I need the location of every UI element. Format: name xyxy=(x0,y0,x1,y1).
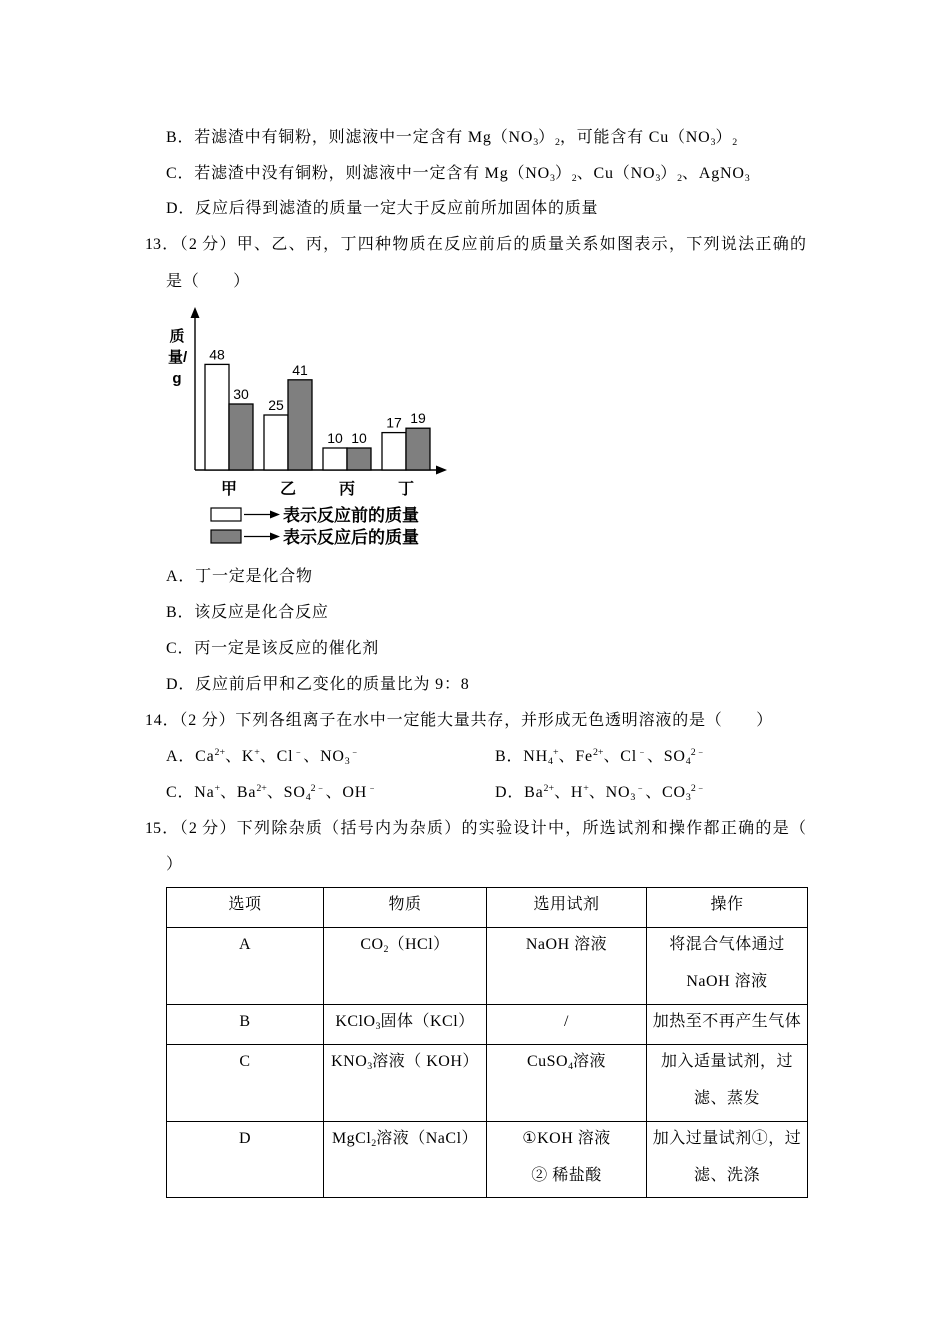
table-header-label: 操作 xyxy=(710,896,744,913)
table-header-label: 物质 xyxy=(388,896,422,913)
q12-option-c xyxy=(166,163,750,185)
text-run: KClO xyxy=(335,1013,376,1030)
table-row xyxy=(167,928,808,1005)
text-run: C．若滤渣中没有铜粉，则滤液中一定含有 Mg（NO xyxy=(166,165,551,182)
q13-option-b: B．该反应是化合反应 xyxy=(166,604,329,621)
superscript: + xyxy=(552,747,559,759)
bar-value-label: 10 xyxy=(327,430,343,446)
table-header-label: 选项 xyxy=(228,896,262,913)
bar-before-mass xyxy=(264,415,288,470)
superscript: + xyxy=(583,783,589,795)
cell-line xyxy=(649,963,805,1000)
superscript: 2﹣ xyxy=(310,783,326,795)
cell-line xyxy=(489,1157,644,1194)
y-axis-arrow-icon xyxy=(191,307,200,318)
cell-line xyxy=(489,928,644,964)
q14-option-a xyxy=(166,746,360,768)
table-header-cell xyxy=(324,888,487,928)
text-run: ） xyxy=(538,129,555,146)
bar-value-label: 17 xyxy=(386,414,402,431)
subscript: 2 xyxy=(383,944,389,956)
table-cell-substance xyxy=(324,1045,487,1122)
bar-value-label: 30 xyxy=(233,386,249,402)
cell-line xyxy=(649,1080,805,1117)
q14-option-d xyxy=(495,782,706,804)
legend-swatch-before xyxy=(211,508,241,521)
text-run: CuSO xyxy=(526,1053,569,1070)
superscript: 2+ xyxy=(543,783,555,795)
bar-value-label: 19 xyxy=(410,410,426,427)
table-cell-option xyxy=(167,1045,324,1122)
text-run: 、H xyxy=(554,784,584,801)
subscript: 3 xyxy=(655,173,661,185)
text-run: 滤、洗涤 xyxy=(693,1167,760,1184)
table-row xyxy=(167,1005,808,1045)
table-cell-substance xyxy=(324,1005,487,1045)
table-row xyxy=(167,1045,808,1122)
subscript: 4 xyxy=(568,1061,574,1073)
mass-bar-chart xyxy=(160,300,450,555)
cell-line xyxy=(649,1157,805,1194)
subscript: 3 xyxy=(710,137,716,149)
subscript: 3 xyxy=(550,173,555,185)
table-cell-reagent xyxy=(487,1122,647,1198)
table-header-label: 选用试剂 xyxy=(533,896,600,913)
text-run: 加热至不再产生气体 xyxy=(652,1013,802,1030)
table-cell-operation xyxy=(647,1122,808,1198)
superscript: + xyxy=(214,783,221,795)
subscript: 3 xyxy=(533,137,539,149)
q15-stem: 15．（2 分）下列除杂质（括号内为杂质）的实验设计中，所选试剂和操作都正确的是（ xyxy=(145,820,806,837)
text-run: （HCl） xyxy=(388,936,450,953)
table-cell-operation xyxy=(647,1005,808,1045)
subscript: 3 xyxy=(367,1061,373,1073)
table-body xyxy=(167,888,808,1198)
text-run: 、Cl xyxy=(259,748,294,765)
text-run: MgCl xyxy=(331,1130,372,1147)
subscript: 4 xyxy=(547,756,553,768)
text-run: 、CO xyxy=(645,784,686,801)
text-run: 、SO xyxy=(646,748,686,765)
subscript: 3 xyxy=(344,756,350,768)
text-run: 溶液（NaCl） xyxy=(376,1130,479,1147)
text-run: 、NO xyxy=(588,784,631,801)
bar-after-mass xyxy=(288,380,312,470)
superscript: ﹣ xyxy=(635,783,646,795)
q14-option-b xyxy=(495,746,706,768)
subscript: 3 xyxy=(630,792,636,804)
bar-before-mass xyxy=(323,448,347,470)
cell-line xyxy=(649,928,805,964)
legend-swatch-after xyxy=(211,530,241,543)
cell-line xyxy=(169,928,321,964)
text-run: 、Cu（NO xyxy=(576,165,656,182)
text-run: ①KOH 溶液 xyxy=(522,1130,611,1147)
text-run: 将混合气体通过 xyxy=(669,936,785,953)
table-cell-option xyxy=(167,1122,324,1198)
cell-line xyxy=(326,1045,484,1081)
text-run: 、Cl xyxy=(603,748,638,765)
cell-line xyxy=(489,1122,644,1158)
text-run: NaOH 溶液 xyxy=(686,973,768,990)
text-run: A xyxy=(238,936,252,953)
x-tick-label: 丁 xyxy=(397,481,415,498)
text-run: B．NH xyxy=(495,748,548,765)
x-tick-label: 乙 xyxy=(279,481,297,498)
subscript: 2 xyxy=(677,173,683,185)
q14-option-c xyxy=(166,782,377,804)
text-run: 、AgNO xyxy=(682,165,745,182)
text-run: KNO xyxy=(331,1053,368,1070)
q13-option-c: C．丙一定是该反应的催化剂 xyxy=(166,640,380,657)
text-run: 、K xyxy=(225,748,255,765)
table-header-cell xyxy=(647,888,808,928)
text-run: 溶液（ KOH） xyxy=(372,1053,479,1070)
subscript: 4 xyxy=(685,756,691,768)
text-run: 固体（KCl） xyxy=(380,1013,475,1030)
text-run: B xyxy=(239,1013,251,1030)
text-run: 加入过量试剂①，过 xyxy=(652,1130,802,1147)
text-run: ） xyxy=(715,129,733,146)
bar-before-mass xyxy=(382,433,406,470)
table-cell-substance xyxy=(324,928,487,1005)
table-cell-operation xyxy=(647,928,808,1005)
superscript: ﹣ xyxy=(367,783,377,795)
legend-label: 表示反应前的质量 xyxy=(283,506,419,525)
text-run: D．反应后得到滤渣的质量一定大于反应前所加固体的质量 xyxy=(166,200,599,217)
bar-value-label: 25 xyxy=(268,397,284,413)
subscript: 3 xyxy=(375,1021,381,1033)
text-run: D．Ba xyxy=(495,784,544,801)
cell-line xyxy=(489,1005,644,1041)
table-cell-reagent xyxy=(487,1045,647,1122)
bar-value-label: 48 xyxy=(209,346,225,363)
table-cell-substance xyxy=(324,1122,487,1198)
superscript: + xyxy=(254,747,260,759)
table-cell-reagent xyxy=(487,928,647,1005)
bar-after-mass xyxy=(347,448,371,470)
table-header-cell xyxy=(487,888,647,928)
x-axis-arrow-icon xyxy=(436,466,447,475)
cell-line xyxy=(326,1122,484,1158)
q13-option-d: D．反应前后甲和乙变化的质量比为 9：8 xyxy=(166,676,470,693)
table-cell-option xyxy=(167,928,324,1005)
table-header-row xyxy=(167,888,808,928)
text-run: ② 稀盐酸 xyxy=(531,1167,602,1184)
text-run: 滤、蒸发 xyxy=(693,1090,760,1107)
text-run: ，可能含有 Cu（NO xyxy=(559,129,711,146)
cell-line xyxy=(326,928,484,964)
text-run: 溶液 xyxy=(573,1053,607,1070)
text-run: CO xyxy=(360,936,384,953)
cell-line xyxy=(169,1122,321,1158)
q15-stem-continued: ） xyxy=(166,856,183,873)
legend-label: 表示反应后的质量 xyxy=(283,528,419,547)
subscript: 3 xyxy=(744,173,750,185)
bar-value-label: 41 xyxy=(292,361,308,378)
text-run: 加入适量试剂，过 xyxy=(660,1053,793,1070)
subscript: 3 xyxy=(685,792,691,804)
subscript: 2 xyxy=(554,137,560,149)
cell-line xyxy=(649,1045,805,1081)
superscript: 2+ xyxy=(214,747,226,759)
x-tick-label: 丙 xyxy=(338,481,356,498)
subscript: 2 xyxy=(571,173,577,185)
text-run: 、SO xyxy=(266,784,306,801)
q13-option-a: A．丁一定是化合物 xyxy=(166,568,313,585)
impurity-removal-table xyxy=(166,887,808,1198)
text-run: / xyxy=(564,1013,569,1030)
cell-line xyxy=(169,1045,321,1081)
bar-value-label: 10 xyxy=(351,430,367,446)
chart-y-axis-label: 质量/g xyxy=(168,328,188,387)
superscript: 2+ xyxy=(256,783,267,795)
superscript: ﹣ xyxy=(293,747,304,759)
superscript: 2﹣ xyxy=(690,747,706,759)
text-run: C．Na xyxy=(166,784,215,801)
text-run: ） xyxy=(660,165,678,182)
text-run: D xyxy=(238,1130,252,1147)
q13-stem-continued: 是（ ） xyxy=(166,273,251,290)
text-run: NaOH 溶液 xyxy=(525,936,608,953)
text-run: C xyxy=(239,1053,251,1070)
bar-after-mass xyxy=(406,428,430,470)
superscript: ﹣ xyxy=(637,747,647,759)
subscript: 4 xyxy=(305,792,311,804)
text-run: 、OH xyxy=(325,784,368,801)
table-cell-option xyxy=(167,1005,324,1045)
x-tick-label: 甲 xyxy=(220,481,238,498)
table-header-cell xyxy=(167,888,324,928)
text-run: ） xyxy=(554,165,572,182)
bar-after-mass xyxy=(229,404,253,470)
text-run: B．若滤渣中有铜粉，则滤液中一定含有 Mg（NO xyxy=(166,129,534,146)
q12-option-b xyxy=(166,127,737,149)
legend-arrowhead-icon xyxy=(270,533,280,541)
superscript: 2﹣ xyxy=(690,783,706,795)
table-cell-operation xyxy=(647,1045,808,1122)
legend-arrowhead-icon xyxy=(270,511,280,519)
text-run: 、Ba xyxy=(220,784,257,801)
text-run: 、NO xyxy=(303,748,345,765)
q13-stem: 13．（2 分）甲、乙、丙，丁四种物质在反应前后的质量关系如图表示，下列说法正确的 xyxy=(145,236,806,253)
superscript: 2+ xyxy=(592,747,604,759)
text-run: 、Fe xyxy=(558,748,593,765)
bar-before-mass xyxy=(205,364,229,470)
subscript: 2 xyxy=(371,1138,377,1150)
q12-option-d xyxy=(166,198,598,220)
cell-line xyxy=(649,1122,805,1158)
cell-line xyxy=(169,1005,321,1041)
cell-line xyxy=(489,1045,644,1081)
cell-line xyxy=(649,1005,805,1041)
table-cell-reagent xyxy=(487,1005,647,1045)
cell-line xyxy=(326,1005,484,1041)
table-row xyxy=(167,1122,808,1198)
q14-stem: 14．（2 分）下列各组离子在水中一定能大量共存，并形成无色透明溶液的是（ ） xyxy=(145,712,774,729)
text-run: A．Ca xyxy=(166,748,215,765)
superscript: ﹣ xyxy=(349,747,360,759)
subscript: 2 xyxy=(732,137,738,149)
